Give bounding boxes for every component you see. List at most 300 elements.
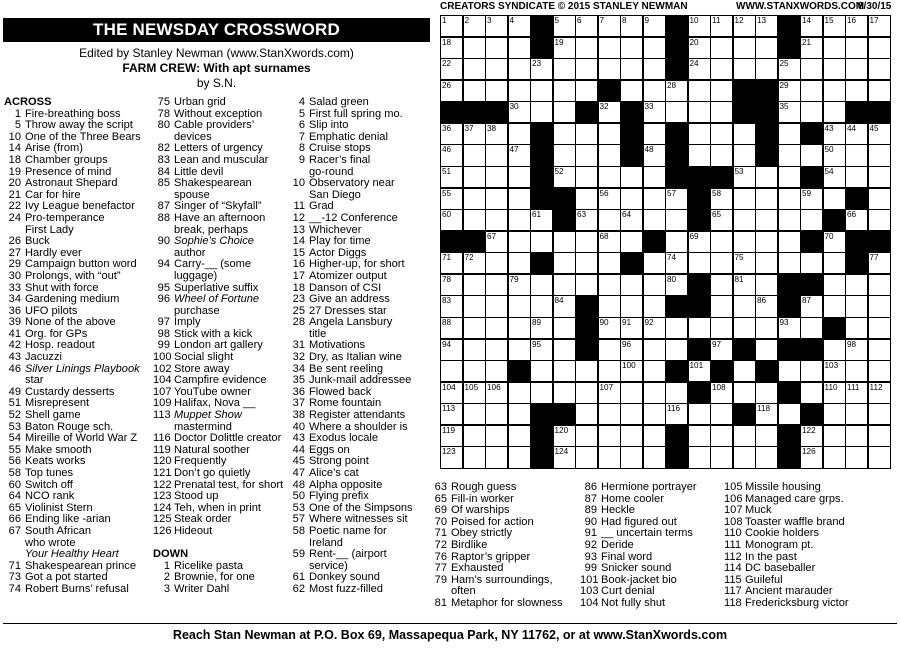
grid-cell[interactable] xyxy=(868,123,891,145)
grid-cell[interactable] xyxy=(688,446,711,468)
grid-cell[interactable] xyxy=(553,382,576,404)
grid-cell[interactable] xyxy=(688,252,711,274)
grid-cell[interactable] xyxy=(800,144,823,166)
grid-cell[interactable] xyxy=(485,144,508,166)
grid-cell[interactable] xyxy=(733,231,756,253)
grid-cell[interactable] xyxy=(575,252,598,274)
grid-cell[interactable] xyxy=(710,317,733,339)
grid-cell[interactable] xyxy=(665,274,688,296)
grid-cell[interactable] xyxy=(463,15,486,37)
grid-cell[interactable] xyxy=(845,15,868,37)
grid-cell[interactable] xyxy=(440,339,463,361)
grid-cell[interactable] xyxy=(643,382,666,404)
grid-cell[interactable] xyxy=(733,144,756,166)
grid-cell[interactable] xyxy=(598,425,621,447)
grid-cell[interactable] xyxy=(868,446,891,468)
grid-cell[interactable] xyxy=(508,252,531,274)
grid-cell[interactable] xyxy=(733,188,756,210)
grid-cell[interactable] xyxy=(868,80,891,102)
grid-cell[interactable] xyxy=(665,317,688,339)
grid-cell[interactable] xyxy=(688,101,711,123)
grid-cell[interactable] xyxy=(823,123,846,145)
grid-cell[interactable] xyxy=(643,37,666,59)
grid-cell[interactable] xyxy=(755,295,778,317)
grid-cell[interactable] xyxy=(463,188,486,210)
grid-cell[interactable] xyxy=(485,231,508,253)
grid-cell[interactable] xyxy=(508,144,531,166)
grid-cell[interactable] xyxy=(598,209,621,231)
grid-cell[interactable] xyxy=(463,339,486,361)
grid-cell[interactable] xyxy=(440,58,463,80)
grid-cell[interactable] xyxy=(463,209,486,231)
grid-cell[interactable] xyxy=(485,252,508,274)
grid-cell[interactable] xyxy=(800,360,823,382)
grid-cell[interactable] xyxy=(710,209,733,231)
grid-cell[interactable] xyxy=(710,403,733,425)
grid-cell[interactable] xyxy=(553,360,576,382)
grid-cell[interactable] xyxy=(620,295,643,317)
grid-cell[interactable] xyxy=(575,37,598,59)
grid-cell[interactable] xyxy=(575,231,598,253)
grid-cell[interactable] xyxy=(778,123,801,145)
grid-cell[interactable] xyxy=(845,58,868,80)
grid-cell[interactable] xyxy=(710,382,733,404)
grid-cell[interactable] xyxy=(665,382,688,404)
grid-cell[interactable] xyxy=(643,274,666,296)
grid-cell[interactable] xyxy=(665,209,688,231)
grid-cell[interactable] xyxy=(868,317,891,339)
grid-cell[interactable] xyxy=(485,15,508,37)
grid-cell[interactable] xyxy=(845,425,868,447)
grid-cell[interactable] xyxy=(733,317,756,339)
grid-cell[interactable] xyxy=(553,339,576,361)
grid-cell[interactable] xyxy=(710,231,733,253)
grid-cell[interactable] xyxy=(823,274,846,296)
grid-cell[interactable] xyxy=(823,252,846,274)
grid-cell[interactable] xyxy=(553,15,576,37)
grid-cell[interactable] xyxy=(620,166,643,188)
grid-cell[interactable] xyxy=(778,252,801,274)
grid-cell[interactable] xyxy=(463,58,486,80)
grid-cell[interactable] xyxy=(733,360,756,382)
grid-cell[interactable] xyxy=(485,188,508,210)
grid-cell[interactable] xyxy=(553,80,576,102)
grid-cell[interactable] xyxy=(868,37,891,59)
grid-cell[interactable] xyxy=(440,317,463,339)
grid-cell[interactable] xyxy=(575,209,598,231)
grid-cell[interactable] xyxy=(553,58,576,80)
grid-cell[interactable] xyxy=(755,274,778,296)
grid-cell[interactable] xyxy=(553,295,576,317)
grid-cell[interactable] xyxy=(845,317,868,339)
grid-cell[interactable] xyxy=(485,209,508,231)
grid-cell[interactable] xyxy=(823,231,846,253)
grid-cell[interactable] xyxy=(508,231,531,253)
grid-cell[interactable] xyxy=(643,58,666,80)
grid-cell[interactable] xyxy=(755,425,778,447)
grid-cell[interactable] xyxy=(530,80,553,102)
grid-cell[interactable] xyxy=(485,274,508,296)
grid-cell[interactable] xyxy=(823,144,846,166)
grid-cell[interactable] xyxy=(598,274,621,296)
grid-cell[interactable] xyxy=(575,15,598,37)
grid-cell[interactable] xyxy=(598,37,621,59)
grid-cell[interactable] xyxy=(755,382,778,404)
grid-cell[interactable] xyxy=(868,188,891,210)
grid-cell[interactable] xyxy=(508,123,531,145)
grid-cell[interactable] xyxy=(598,252,621,274)
grid-cell[interactable] xyxy=(665,403,688,425)
grid-cell[interactable] xyxy=(800,317,823,339)
grid-cell[interactable] xyxy=(710,252,733,274)
grid-cell[interactable] xyxy=(463,252,486,274)
grid-cell[interactable] xyxy=(463,360,486,382)
grid-cell[interactable] xyxy=(778,231,801,253)
grid-cell[interactable] xyxy=(508,425,531,447)
grid-cell[interactable] xyxy=(508,188,531,210)
grid-cell[interactable] xyxy=(530,101,553,123)
grid-cell[interactable] xyxy=(868,339,891,361)
grid-cell[interactable] xyxy=(710,339,733,361)
grid-cell[interactable] xyxy=(485,425,508,447)
grid-cell[interactable] xyxy=(508,295,531,317)
grid-cell[interactable] xyxy=(553,446,576,468)
grid-cell[interactable] xyxy=(800,209,823,231)
grid-cell[interactable] xyxy=(688,317,711,339)
grid-cell[interactable] xyxy=(463,382,486,404)
grid-cell[interactable] xyxy=(440,123,463,145)
grid-cell[interactable] xyxy=(800,295,823,317)
grid-cell[interactable] xyxy=(575,166,598,188)
grid-cell[interactable] xyxy=(845,274,868,296)
grid-cell[interactable] xyxy=(620,188,643,210)
grid-cell[interactable] xyxy=(710,295,733,317)
grid-cell[interactable] xyxy=(440,144,463,166)
grid-cell[interactable] xyxy=(733,58,756,80)
grid-cell[interactable] xyxy=(688,403,711,425)
grid-cell[interactable] xyxy=(598,123,621,145)
grid-cell[interactable] xyxy=(508,37,531,59)
grid-cell[interactable] xyxy=(440,295,463,317)
grid-cell[interactable] xyxy=(868,425,891,447)
grid-cell[interactable] xyxy=(508,274,531,296)
grid-cell[interactable] xyxy=(463,317,486,339)
grid-cell[interactable] xyxy=(620,317,643,339)
grid-cell[interactable] xyxy=(463,80,486,102)
grid-cell[interactable] xyxy=(733,274,756,296)
grid-cell[interactable] xyxy=(508,58,531,80)
grid-cell[interactable] xyxy=(530,317,553,339)
grid-cell[interactable] xyxy=(508,166,531,188)
grid-cell[interactable] xyxy=(575,274,598,296)
grid-cell[interactable] xyxy=(440,252,463,274)
grid-cell[interactable] xyxy=(778,188,801,210)
grid-cell[interactable] xyxy=(598,231,621,253)
grid-cell[interactable] xyxy=(620,274,643,296)
grid-cell[interactable] xyxy=(440,360,463,382)
grid-cell[interactable] xyxy=(620,231,643,253)
grid-cell[interactable] xyxy=(665,231,688,253)
grid-cell[interactable] xyxy=(530,295,553,317)
grid-cell[interactable] xyxy=(598,188,621,210)
grid-cell[interactable] xyxy=(508,403,531,425)
grid-cell[interactable] xyxy=(778,58,801,80)
grid-cell[interactable] xyxy=(800,188,823,210)
grid-cell[interactable] xyxy=(778,403,801,425)
grid-cell[interactable] xyxy=(598,101,621,123)
grid-cell[interactable] xyxy=(463,403,486,425)
grid-cell[interactable] xyxy=(823,188,846,210)
grid-cell[interactable] xyxy=(485,166,508,188)
grid-cell[interactable] xyxy=(575,80,598,102)
grid-cell[interactable] xyxy=(553,166,576,188)
grid-cell[interactable] xyxy=(800,15,823,37)
grid-cell[interactable] xyxy=(598,382,621,404)
grid-cell[interactable] xyxy=(643,425,666,447)
grid-cell[interactable] xyxy=(800,58,823,80)
grid-cell[interactable] xyxy=(755,403,778,425)
grid-cell[interactable] xyxy=(575,403,598,425)
grid-cell[interactable] xyxy=(733,37,756,59)
grid-cell[interactable] xyxy=(485,403,508,425)
grid-cell[interactable] xyxy=(755,446,778,468)
grid-cell[interactable] xyxy=(575,360,598,382)
grid-cell[interactable] xyxy=(485,295,508,317)
grid-cell[interactable] xyxy=(868,360,891,382)
grid-cell[interactable] xyxy=(710,188,733,210)
grid-cell[interactable] xyxy=(710,37,733,59)
grid-cell[interactable] xyxy=(440,188,463,210)
grid-cell[interactable] xyxy=(643,252,666,274)
grid-cell[interactable] xyxy=(485,80,508,102)
grid-cell[interactable] xyxy=(440,425,463,447)
grid-cell[interactable] xyxy=(733,166,756,188)
grid-cell[interactable] xyxy=(710,123,733,145)
grid-cell[interactable] xyxy=(688,37,711,59)
grid-cell[interactable] xyxy=(575,188,598,210)
grid-cell[interactable] xyxy=(688,231,711,253)
grid-cell[interactable] xyxy=(553,101,576,123)
grid-cell[interactable] xyxy=(553,144,576,166)
grid-cell[interactable] xyxy=(755,317,778,339)
grid-cell[interactable] xyxy=(643,209,666,231)
grid-cell[interactable] xyxy=(440,403,463,425)
grid-cell[interactable] xyxy=(868,252,891,274)
grid-cell[interactable] xyxy=(440,15,463,37)
grid-cell[interactable] xyxy=(778,80,801,102)
grid-cell[interactable] xyxy=(688,123,711,145)
grid-cell[interactable] xyxy=(440,382,463,404)
grid-cell[interactable] xyxy=(463,37,486,59)
grid-cell[interactable] xyxy=(823,295,846,317)
grid-cell[interactable] xyxy=(620,360,643,382)
grid-cell[interactable] xyxy=(688,58,711,80)
grid-cell[interactable] xyxy=(733,295,756,317)
grid-cell[interactable] xyxy=(485,446,508,468)
grid-cell[interactable] xyxy=(553,252,576,274)
grid-cell[interactable] xyxy=(755,231,778,253)
grid-cell[interactable] xyxy=(688,80,711,102)
grid-cell[interactable] xyxy=(665,339,688,361)
grid-cell[interactable] xyxy=(508,382,531,404)
grid-cell[interactable] xyxy=(710,15,733,37)
grid-cell[interactable] xyxy=(755,15,778,37)
grid-cell[interactable] xyxy=(463,446,486,468)
grid-cell[interactable] xyxy=(823,80,846,102)
grid-cell[interactable] xyxy=(710,425,733,447)
grid-cell[interactable] xyxy=(845,37,868,59)
grid-cell[interactable] xyxy=(733,123,756,145)
grid-cell[interactable] xyxy=(575,58,598,80)
grid-cell[interactable] xyxy=(485,37,508,59)
grid-cell[interactable] xyxy=(598,317,621,339)
grid-cell[interactable] xyxy=(485,339,508,361)
grid-cell[interactable] xyxy=(868,58,891,80)
grid-cell[interactable] xyxy=(868,403,891,425)
grid-cell[interactable] xyxy=(845,123,868,145)
grid-cell[interactable] xyxy=(530,58,553,80)
grid-cell[interactable] xyxy=(755,188,778,210)
grid-cell[interactable] xyxy=(508,339,531,361)
grid-cell[interactable] xyxy=(710,80,733,102)
grid-cell[interactable] xyxy=(463,425,486,447)
grid-cell[interactable] xyxy=(440,166,463,188)
grid-cell[interactable] xyxy=(440,209,463,231)
grid-cell[interactable] xyxy=(823,446,846,468)
grid-cell[interactable] xyxy=(643,360,666,382)
grid-cell[interactable] xyxy=(643,188,666,210)
grid-cell[interactable] xyxy=(598,144,621,166)
grid-cell[interactable] xyxy=(733,425,756,447)
grid-cell[interactable] xyxy=(575,144,598,166)
grid-cell[interactable] xyxy=(733,252,756,274)
grid-cell[interactable] xyxy=(440,274,463,296)
grid-cell[interactable] xyxy=(485,382,508,404)
grid-cell[interactable] xyxy=(868,144,891,166)
grid-cell[interactable] xyxy=(463,274,486,296)
grid-cell[interactable] xyxy=(823,15,846,37)
grid-cell[interactable] xyxy=(553,425,576,447)
grid-cell[interactable] xyxy=(530,360,553,382)
grid-cell[interactable] xyxy=(800,382,823,404)
grid-cell[interactable] xyxy=(598,295,621,317)
grid-cell[interactable] xyxy=(643,15,666,37)
grid-cell[interactable] xyxy=(778,166,801,188)
grid-cell[interactable] xyxy=(868,295,891,317)
grid-cell[interactable] xyxy=(755,209,778,231)
grid-cell[interactable] xyxy=(845,403,868,425)
grid-cell[interactable] xyxy=(755,339,778,361)
grid-cell[interactable] xyxy=(778,144,801,166)
grid-cell[interactable] xyxy=(463,144,486,166)
grid-cell[interactable] xyxy=(710,101,733,123)
grid-cell[interactable] xyxy=(598,166,621,188)
grid-cell[interactable] xyxy=(800,446,823,468)
grid-cell[interactable] xyxy=(800,252,823,274)
grid-cell[interactable] xyxy=(598,360,621,382)
grid-cell[interactable] xyxy=(643,403,666,425)
grid-cell[interactable] xyxy=(508,446,531,468)
grid-cell[interactable] xyxy=(755,166,778,188)
grid-cell[interactable] xyxy=(575,425,598,447)
grid-cell[interactable] xyxy=(598,339,621,361)
grid-cell[interactable] xyxy=(620,58,643,80)
grid-cell[interactable] xyxy=(800,80,823,102)
grid-cell[interactable] xyxy=(845,209,868,231)
grid-cell[interactable] xyxy=(845,144,868,166)
grid-cell[interactable] xyxy=(643,80,666,102)
grid-cell[interactable] xyxy=(643,101,666,123)
grid-cell[interactable] xyxy=(598,58,621,80)
grid-cell[interactable] xyxy=(598,446,621,468)
grid-cell[interactable] xyxy=(755,252,778,274)
grid-cell[interactable] xyxy=(778,360,801,382)
grid-cell[interactable] xyxy=(710,274,733,296)
grid-cell[interactable] xyxy=(643,144,666,166)
grid-cell[interactable] xyxy=(733,446,756,468)
grid-cell[interactable] xyxy=(868,166,891,188)
grid-cell[interactable] xyxy=(665,101,688,123)
grid-cell[interactable] xyxy=(823,360,846,382)
grid-cell[interactable] xyxy=(643,295,666,317)
grid-cell[interactable] xyxy=(508,317,531,339)
grid-cell[interactable] xyxy=(643,446,666,468)
grid-cell[interactable] xyxy=(643,166,666,188)
grid-cell[interactable] xyxy=(688,360,711,382)
grid-cell[interactable] xyxy=(620,209,643,231)
grid-cell[interactable] xyxy=(868,382,891,404)
grid-cell[interactable] xyxy=(530,209,553,231)
grid-cell[interactable] xyxy=(620,15,643,37)
grid-cell[interactable] xyxy=(845,166,868,188)
grid-cell[interactable] xyxy=(845,295,868,317)
grid-cell[interactable] xyxy=(463,123,486,145)
grid-cell[interactable] xyxy=(755,37,778,59)
grid-cell[interactable] xyxy=(845,446,868,468)
grid-cell[interactable] xyxy=(823,382,846,404)
grid-cell[interactable] xyxy=(823,425,846,447)
grid-cell[interactable] xyxy=(620,382,643,404)
grid-cell[interactable] xyxy=(575,446,598,468)
grid-cell[interactable] xyxy=(485,360,508,382)
grid-cell[interactable] xyxy=(598,403,621,425)
grid-cell[interactable] xyxy=(508,209,531,231)
grid-cell[interactable] xyxy=(665,80,688,102)
grid-cell[interactable] xyxy=(440,37,463,59)
grid-cell[interactable] xyxy=(688,15,711,37)
grid-cell[interactable] xyxy=(733,382,756,404)
grid-cell[interactable] xyxy=(620,80,643,102)
grid-cell[interactable] xyxy=(755,58,778,80)
grid-cell[interactable] xyxy=(485,58,508,80)
grid-cell[interactable] xyxy=(553,274,576,296)
grid-cell[interactable] xyxy=(530,382,553,404)
grid-cell[interactable] xyxy=(553,123,576,145)
grid-cell[interactable] xyxy=(440,80,463,102)
grid-cell[interactable] xyxy=(800,37,823,59)
grid-cell[interactable] xyxy=(823,58,846,80)
grid-cell[interactable] xyxy=(440,446,463,468)
grid-cell[interactable] xyxy=(710,446,733,468)
grid-cell[interactable] xyxy=(868,15,891,37)
grid-cell[interactable] xyxy=(845,339,868,361)
grid-cell[interactable] xyxy=(823,403,846,425)
grid-cell[interactable] xyxy=(823,339,846,361)
grid-cell[interactable] xyxy=(643,123,666,145)
grid-cell[interactable] xyxy=(688,144,711,166)
grid-cell[interactable] xyxy=(868,274,891,296)
grid-cell[interactable] xyxy=(553,317,576,339)
